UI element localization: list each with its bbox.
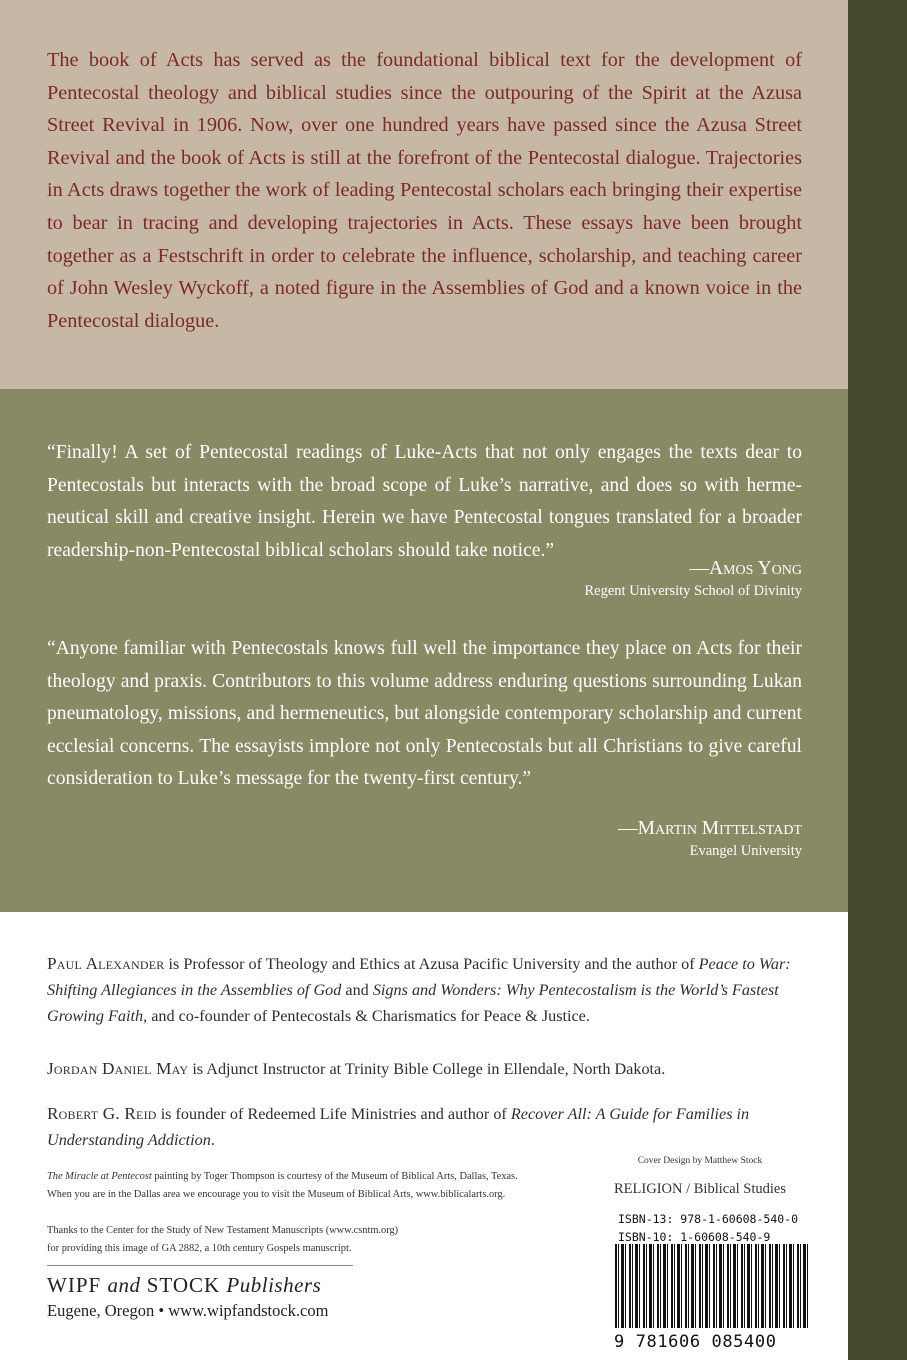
bio-book-title: Recover All: A Guide for Families in Understanding Addiction <box>47 1105 750 1150</box>
bio-text: is founder of Redeemed Life Ministries and author of <box>156 1105 511 1123</box>
bio-book-title: Signs and Wonders: Why Pentecostalism is the World’s Fastest Growing Faith <box>47 981 779 1026</box>
bio-text: . <box>210 1131 215 1150</box>
publisher-divider <box>47 1265 353 1266</box>
painting-credit <box>47 1168 567 1203</box>
isbn-13: ISBN-13: 978-1-60608-540-0 <box>618 1212 799 1226</box>
bio-paul-alexander <box>47 951 807 1030</box>
bio-name: Jordan Daniel May <box>47 1059 189 1078</box>
publisher-word: Publishers <box>226 1273 322 1297</box>
publisher-location: Eugene, Oregon • www.wipfandstock.com <box>47 1301 329 1320</box>
thanks-line-2: for providing this image of GA 2882, a 10th century Gospels manuscript. <box>47 1242 352 1254</box>
bio-book-title: Peace to War: Shifting Allegiances in the Assemblies of God <box>47 955 791 1000</box>
publisher-name <box>47 1273 367 1298</box>
bio-text: , and co-founder of Pentecostals & Charismatics for Peace & Justice. <box>143 1007 590 1026</box>
isbn-10: ISBN-10: 1-60608-540-9 <box>618 1230 771 1244</box>
publisher-word: STOCK <box>140 1273 227 1297</box>
endorsement-quote-1: “Finally! A set of Pentecostal readings of Luke-Acts that not only engages the texts dear to Pentecostals but interacts with the broad scope of Luke’s narrative, and does so with hermeneutical skill and creative insight. Herein we have Pentecostal tongues translated for a broader readership-non-Pentecostal biblical scholars should take notice.” <box>47 442 802 561</box>
painting-credit-line2: When you are in the Dallas area we encourage you to visit the Museum of Biblical Arts, www.biblicalarts.org. <box>47 1188 506 1200</box>
subject-category: RELIGION / Biblical Studies <box>614 1181 786 1197</box>
bio-text: is Professor of Theology and Ethics at Azusa Pacific University and the author of <box>164 955 699 973</box>
barcode-number: 9 781606 085400 <box>614 1331 814 1353</box>
thanks-line-1: Thanks to the Center for the Study of New Testament Manuscripts (www.csntm.org) <box>47 1225 399 1236</box>
publisher-word: WIPF <box>47 1273 108 1297</box>
bio-text: and <box>341 981 373 1000</box>
endorsement-author-1: —Amos Yong <box>689 558 802 579</box>
painting-credit-text: painting by Toger Thompson is courtesy of the Museum of Biblical Arts, Dallas, Texas. <box>151 1171 518 1182</box>
cover-design-credit: Cover Design by Matthew Stock <box>637 1156 763 1166</box>
bio-name: Robert G. Reid <box>47 1104 157 1123</box>
bio-name: Paul Alexander <box>47 954 165 973</box>
painting-title: The Miracle at Pentecost <box>47 1171 152 1182</box>
endorsement-author-2: —Martin Mittelstadt <box>618 818 802 839</box>
barcode <box>615 1244 810 1328</box>
publisher-word: and <box>107 1273 141 1297</box>
bio-text: is Adjunct Instructor at Trinity Bible College in Ellendale, North Dakota. <box>188 1060 666 1078</box>
manuscript-credit <box>47 1222 567 1257</box>
spine-band <box>848 0 907 1360</box>
endorsement-affiliation-1: Regent University School of Divinity <box>584 583 802 599</box>
bio-robert-reid <box>47 1101 807 1153</box>
bio-jordan-daniel-may <box>47 1056 807 1082</box>
endorsement-affiliation-2: Evangel University <box>689 843 802 859</box>
endorsement-quote-2: “Anyone familiar with Pentecostals knows full well the importance they place on Acts for their theology and praxis. Contributors to this volume address enduring questions surrounding Lukan pneumatology, missions, and hermeneutics, but alongside contemporary scholarship and current ecclesial concerns. The essayists implore not only Pentecostals but all Christians to give careful consideration to Luke’s message for the twenty-first century.” <box>47 638 802 789</box>
book-description: The book of Acts has served as the foundational biblical text for the development of Pentecostal theology and biblical studies since the outpouring of the Spirit at the Azusa Street Revival in 1906. Now, over one hundred years have passed since the Azusa Street Revival and the book of Acts is still at the forefront of the Pentecostal dialogue. Trajectories in Acts draws together the work of leading Pentecostal scholars each bringing their expertise to bear in tracing and developing trajectories in Acts. These essays have been brought together as a Festschrift in order to celebrate the influence, scholarship, and teaching career of John Wesley Wyckoff, a noted figure in the Assemblies of God and a known voice in the Pentecostal dialogue. <box>47 49 802 332</box>
